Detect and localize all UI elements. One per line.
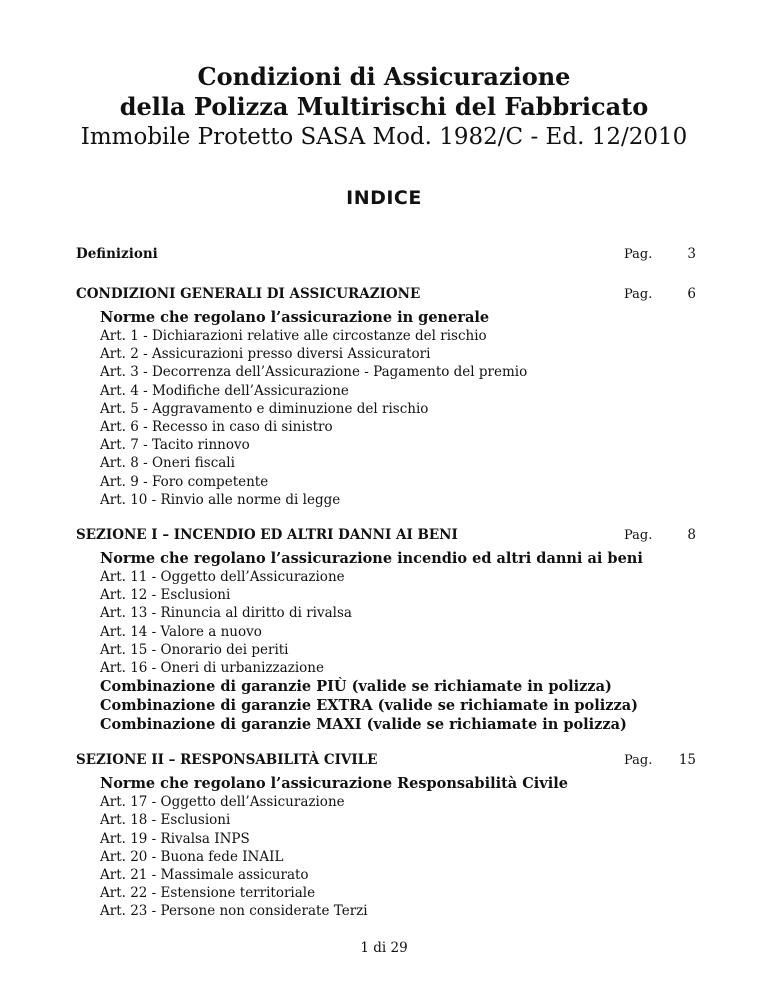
toc-article[interactable]: Art. 21 - Massimale assicurato	[100, 867, 309, 884]
toc-section-heading[interactable]	[76, 527, 696, 549]
toc-section-heading[interactable]	[76, 246, 696, 268]
pag-label: Pag.	[624, 287, 653, 302]
toc-article[interactable]: Art. 14 - Valore a nuovo	[100, 623, 262, 640]
toc-section	[76, 752, 696, 920]
document-subtitle: Immobile Protetto SASA Mod. 1982/C - Ed. 12/2010	[80, 124, 688, 150]
toc-subheading: Norme che regolano l’assicurazione incendio ed altri danni ai beni	[100, 550, 643, 568]
toc-section-title: Definizioni	[76, 246, 158, 262]
page-number: 15	[678, 752, 696, 769]
toc-guarantee-combination[interactable]: Combinazione di garanzie PIÙ (valide se richiamate in polizza)	[100, 678, 612, 696]
pag-label: Pag.	[624, 753, 653, 769]
toc-article[interactable]: Art. 4 - Modifiche dell’Assicurazione	[100, 382, 349, 399]
toc-article[interactable]: Art. 7 - Tacito rinnovo	[100, 437, 250, 454]
toc-article[interactable]: Art. 8 - Oneri fiscali	[100, 455, 235, 472]
toc-article[interactable]: Art. 15 - Onorario dei periti	[100, 641, 289, 658]
pag-label: Pag.	[624, 247, 653, 262]
document-title-line-2: della Polizza Multirischi del Fabbricato	[119, 92, 649, 121]
toc-section-title: SEZIONE II – RESPONSABILITÀ CIVILE	[76, 752, 378, 769]
toc-article[interactable]: Art. 20 - Buona fede INAIL	[100, 848, 284, 865]
toc-guarantee-combination[interactable]: Combinazione di garanzie MAXI (valide se richiamate in polizza)	[100, 716, 627, 734]
toc-section-heading[interactable]	[76, 752, 696, 774]
pag-label: Pag.	[624, 528, 653, 544]
toc-article[interactable]: Art. 2 - Assicurazioni presso diversi Assicuratori	[100, 346, 431, 363]
toc-article[interactable]: Art. 12 - Esclusioni	[100, 587, 231, 604]
toc-article[interactable]: Art. 9 - Foro competente	[100, 473, 269, 490]
toc-section	[76, 286, 696, 509]
document-title-line-1: Condizioni di Assicurazione	[197, 62, 571, 91]
toc-article[interactable]: Art. 18 - Esclusioni	[100, 812, 231, 829]
toc-article[interactable]: Art. 23 - Persone non considerate Terzi	[100, 903, 368, 920]
toc-section-heading[interactable]	[76, 286, 696, 308]
index-heading: INDICE	[346, 187, 422, 209]
toc-article[interactable]: Art. 13 - Rinuncia al diritto di rivalsa	[100, 605, 352, 622]
toc-section-title: CONDIZIONI GENERALI DI ASSICURAZIONE	[76, 286, 421, 302]
toc-guarantee-combination[interactable]: Combinazione di garanzie EXTRA (valide se richiamate in polizza)	[100, 697, 638, 715]
page-number: 8	[687, 527, 696, 544]
toc-section-title: SEZIONE I – INCENDIO ED ALTRI DANNI AI BENI	[76, 527, 458, 544]
page-indicator: 1 di 29	[360, 940, 408, 956]
toc-article[interactable]: Art. 10 - Rinvio alle norme di legge	[100, 491, 341, 508]
toc-article[interactable]: Art. 3 - Decorrenza dell’Assicurazione - Pagamento del premio	[100, 364, 528, 381]
toc-article[interactable]: Art. 19 - Rivalsa INPS	[100, 830, 250, 847]
document-header	[0, 62, 768, 152]
page-number: 6	[687, 286, 696, 302]
toc-section	[76, 527, 696, 734]
table-of-contents	[76, 246, 696, 939]
toc-article[interactable]: Art. 1 - Dichiarazioni relative alle circostanze del rischio	[100, 328, 487, 344]
page-number: 3	[687, 246, 696, 262]
toc-article[interactable]: Art. 6 - Recesso in caso di sinistro	[100, 419, 333, 436]
toc-subheading: Norme che regolano l’assicurazione in generale	[100, 309, 490, 326]
toc-article[interactable]: Art. 16 - Oneri di urbanizzazione	[100, 660, 324, 677]
toc-article[interactable]: Art. 11 - Oggetto dell’Assicurazione	[100, 569, 345, 586]
toc-subheading: Norme che regolano l’assicurazione Responsabilità Civile	[100, 775, 568, 793]
toc-article[interactable]: Art. 17 - Oggetto dell’Assicurazione	[100, 794, 345, 811]
toc-article[interactable]: Art. 5 - Aggravamento e diminuzione del rischio	[100, 400, 429, 417]
toc-section	[76, 246, 696, 268]
toc-article[interactable]: Art. 22 - Estensione territoriale	[100, 885, 316, 902]
